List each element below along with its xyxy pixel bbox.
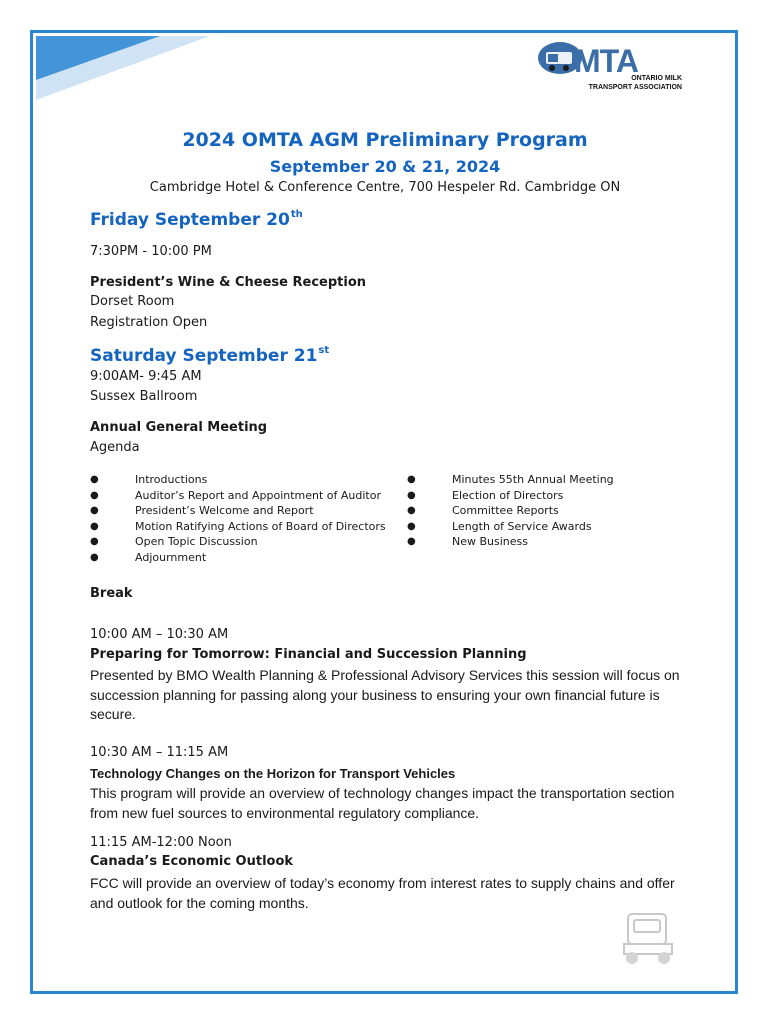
bullet-icon: ● [90,520,99,532]
bullet-icon: ● [90,536,99,547]
agenda-item-text: President’s Welcome and Report [135,504,314,517]
agenda-item [407,503,614,519]
logo-subtitle-line1: ONTARIO MILK [631,75,682,82]
saturday-heading-sup: st [318,345,330,356]
session-time: 10:00 AM – 10:30 AM [90,627,229,642]
program-dates: September 20 & 21, 2024 [269,157,501,176]
agenda-item-text: Committee Reports [452,504,559,517]
agenda-list-left [90,472,386,565]
agenda-item-text: Auditor’s Report and Appointment of Auditor [135,488,382,502]
logo-wordmark: MTA [574,43,638,79]
session-time: 11:15 AM-12:00 Noon [90,835,232,850]
saturday-heading [90,345,329,366]
session-title: Preparing for Tomorrow: Financial and Succession Planning [90,647,527,662]
session-title: Technology Changes on the Horizon for Transport Vehicles [90,766,456,781]
program-title: 2024 OMTA AGM Preliminary Program [182,129,588,151]
bullet-icon: ● [407,474,416,485]
agenda-item [90,503,386,519]
session-description: FCC will provide an overview of today’s economy from interest rates to supply chains and offer and outlook for the coming months. [90,875,675,911]
bullet-icon: ● [407,520,416,532]
bullet-icon: ● [90,474,99,485]
saturday-room: Sussex Ballroom [90,389,198,404]
friday-heading-sup: th [290,209,303,220]
agenda-item [90,488,386,504]
agenda-item-text: Introductions [135,473,208,486]
friday-event: President’s Wine & Cheese Reception [90,275,367,290]
session-time: 10:30 AM – 11:15 AM [90,745,229,760]
agm-heading: Annual General Meeting [90,420,268,435]
bullet-icon: ● [90,489,99,501]
agenda-item [90,550,386,566]
break-label: Break [90,586,133,601]
friday-room: Dorset Room [90,294,175,309]
bullet-icon: ● [90,551,99,563]
friday-time: 7:30PM - 10:00 PM [90,244,212,259]
agenda-item [90,519,386,535]
agenda-item-text: New Business [452,535,528,548]
corner-decoration [0,0,220,110]
bullet-icon: ● [407,536,416,547]
agenda-item-text: Adjournment [135,550,207,564]
agenda-item-text: Minutes 55th Annual Meeting [452,473,614,486]
agenda-item [90,534,386,550]
agenda-item-text: Open Topic Discussion [135,535,258,548]
agenda-item [407,488,614,504]
agenda-item [90,472,386,488]
session-description: This program will provide an overview of technology changes impact the transportation section from new fuel sources to environmental regulatory compliance. [90,785,675,821]
venue-line: Cambridge Hotel & Conference Centre, 700 Hespeler Rd. Cambridge ON [149,180,621,195]
friday-heading-text: Friday September 20 [90,210,290,230]
agenda-item-text: Motion Ratifying Actions of Board of Directors [135,519,386,533]
friday-note: Registration Open [90,315,208,330]
agenda-item-text: Length of Service Awards [452,519,592,533]
agenda-label: Agenda [90,440,140,455]
agenda-list-right [407,472,614,550]
agenda-item [407,519,614,535]
saturday-heading-text: Saturday September 21 [90,346,318,366]
bullet-icon: ● [407,505,416,516]
agenda-item [407,534,614,550]
agenda-item-text: Election of Directors [452,488,564,502]
friday-heading [90,209,303,230]
bullet-icon: ● [407,489,416,501]
session-title: Canada’s Economic Outlook [90,854,294,869]
logo-subtitle [574,74,682,92]
agenda-item [407,472,614,488]
saturday-time: 9:00AM- 9:45 AM [90,369,202,384]
logo-subtitle-line2: TRANSPORT ASSOCIATION [588,84,682,91]
session-description: Presented by BMO Wealth Planning & Professional Advisory Services this session will focus on succession planning for passing along your business to ensuring your own financial future is secure. [90,667,680,722]
bullet-icon: ● [90,505,99,516]
truck-watermark-icon [614,908,684,968]
